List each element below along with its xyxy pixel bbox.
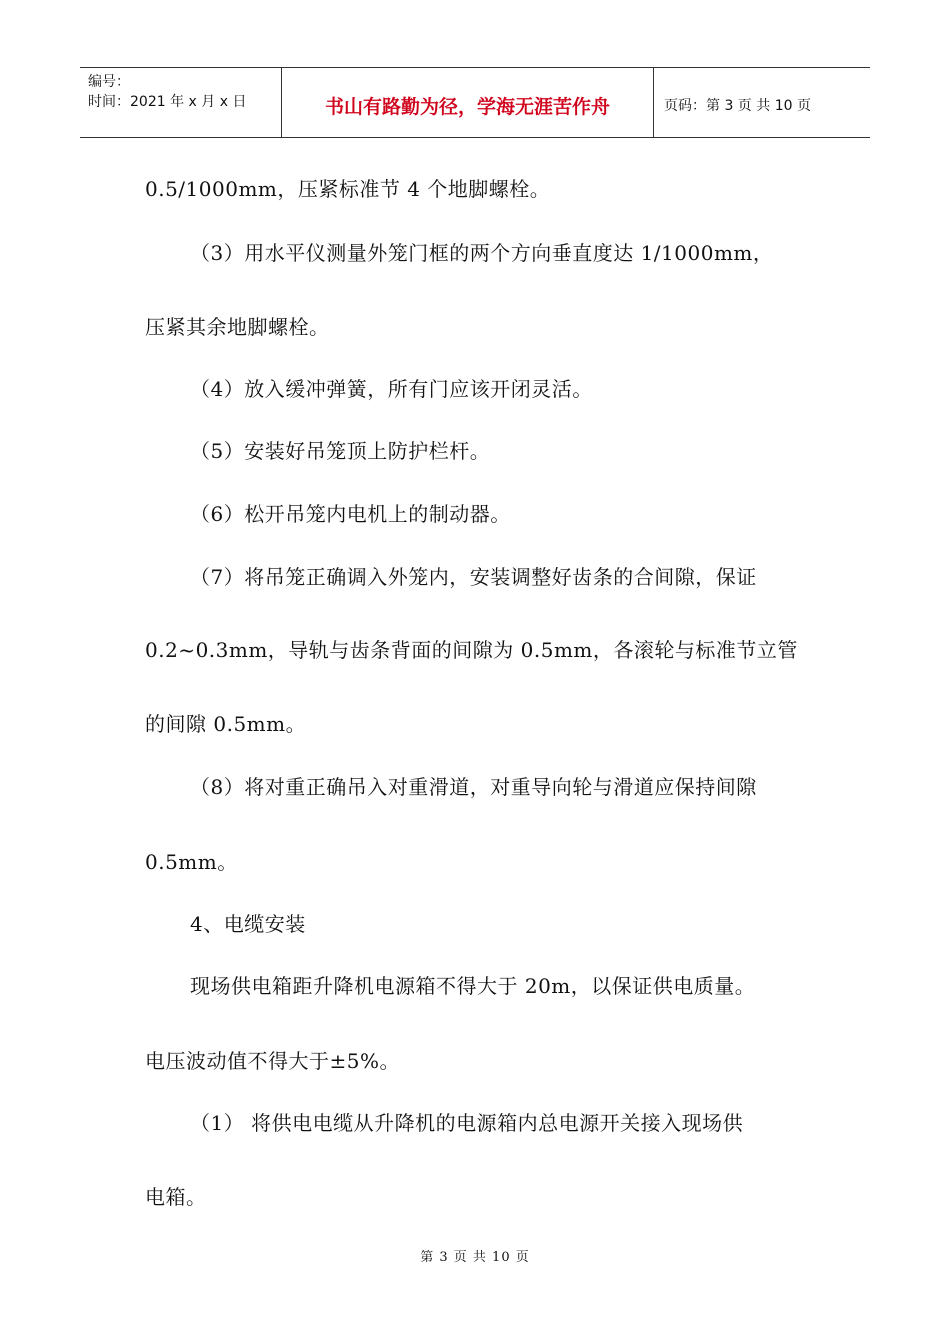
body-line: 压紧其余地脚螺栓。 [145, 315, 330, 339]
page-header [80, 67, 870, 138]
document-time-label: 时间：2021 年 x 月 x 日 [88, 94, 247, 110]
section-heading: 4、电缆安装 [190, 912, 306, 936]
body-line: （5）安装好吊笼顶上防护栏杆。 [190, 439, 491, 463]
body-line: （6）松开吊笼内电机上的制动器。 [190, 502, 511, 526]
body-line: 的间隙 0.5mm。 [145, 712, 307, 736]
body-line: 电压波动值不得大于±5%。 [145, 1049, 400, 1073]
body-line: （1） 将供电电缆从升降机的电源箱内总电源开关接入现场供 [190, 1111, 744, 1135]
body-line: 0.2~0.3mm，导轨与齿条背面的间隙为 0.5mm，各滚轮与标准节立管 [145, 638, 798, 662]
header-meta [80, 68, 282, 137]
page-footer: 第 3 页 共 10 页 [420, 1250, 530, 1265]
body-line: 0.5/1000mm，压紧标准节 4 个地脚螺栓。 [145, 177, 551, 201]
body-line: 现场供电箱距升降机电源箱不得大于 20m，以保证供电质量。 [190, 974, 756, 998]
body-line: （3）用水平仪测量外笼门框的两个方向垂直度达 1/1000mm， [190, 241, 774, 265]
body-line: （4）放入缓冲弹簧，所有门应该开闭灵活。 [190, 377, 593, 401]
document-number-label: 编号： [88, 74, 130, 90]
body-line: （8）将对重正确吊入对重滑道，对重导向轮与滑道应保持间隙 [190, 775, 757, 799]
body-line: 电箱。 [145, 1185, 207, 1209]
body-line: 0.5mm。 [145, 850, 238, 874]
header-page-code: 页码：第 3 页 共 10 页 [664, 97, 811, 114]
header-motto: 书山有路勤为径，学海无涯苦作舟 [282, 68, 654, 137]
body-line: （7）将吊笼正确调入外笼内，安装调整好齿条的合间隙，保证 [190, 565, 757, 589]
